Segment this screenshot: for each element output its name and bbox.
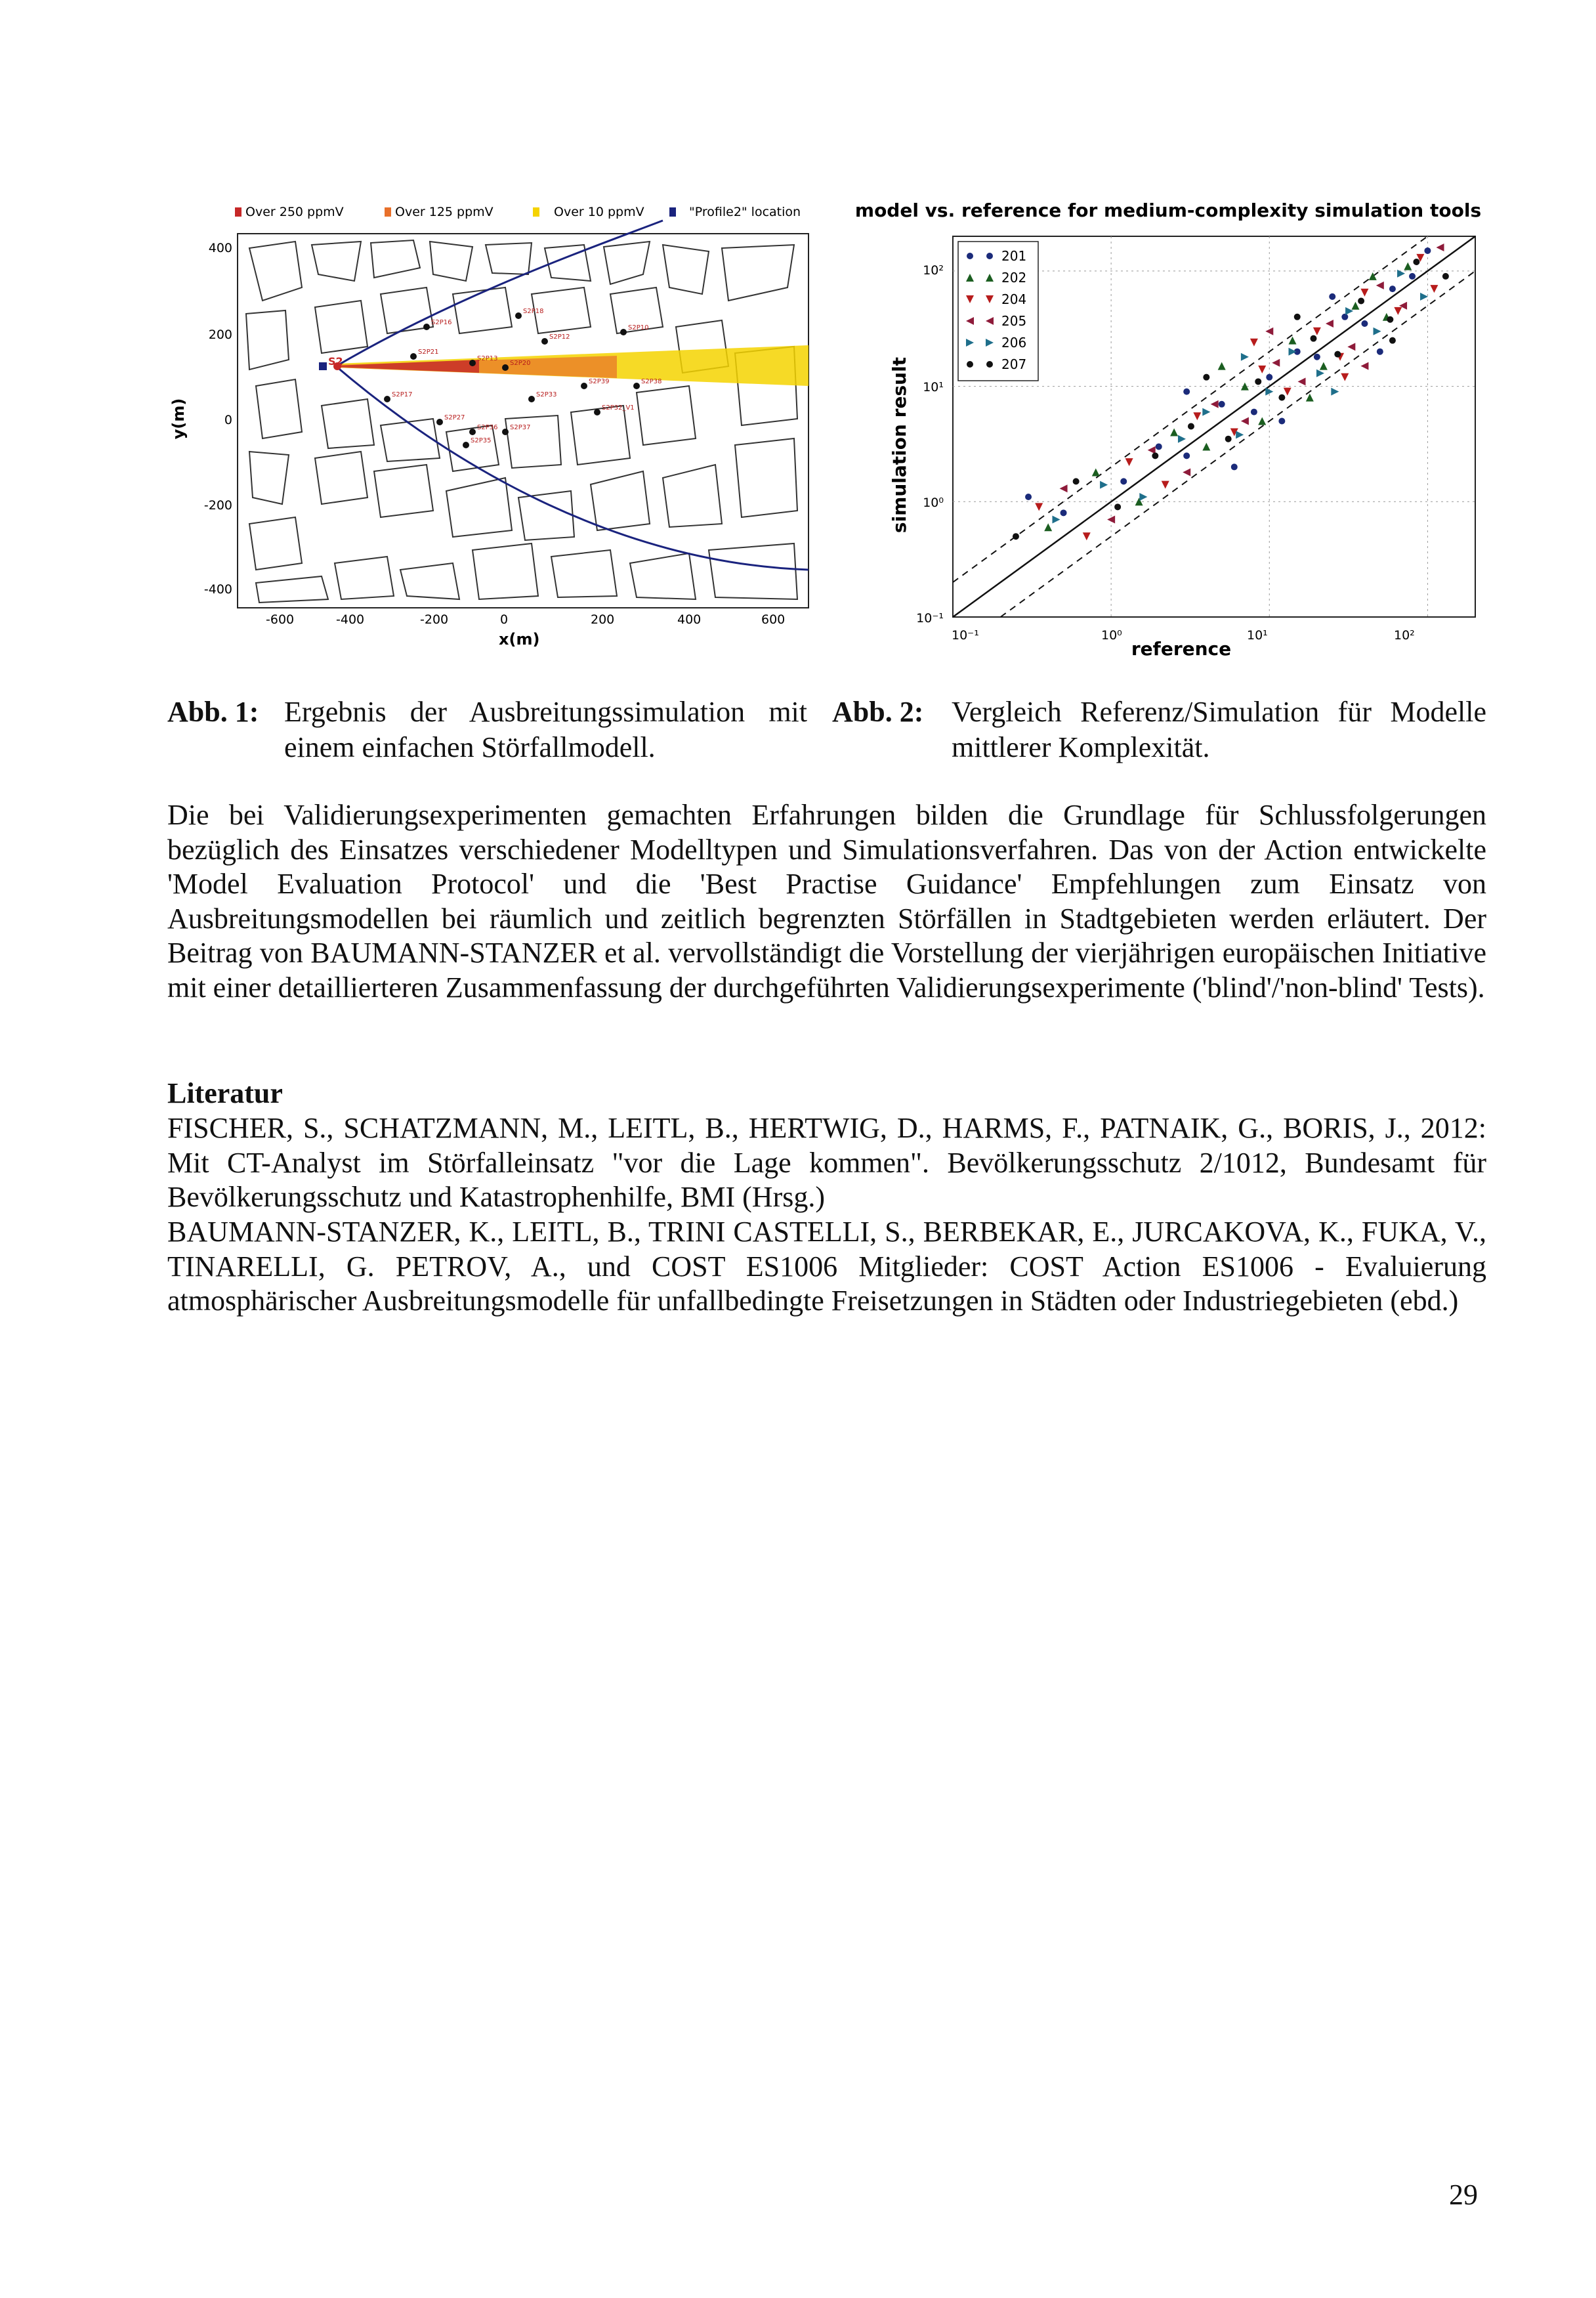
legend-marker — [967, 253, 973, 259]
sensor-label: S2P37 — [510, 424, 531, 431]
data-point-207 — [1310, 335, 1316, 342]
sensor-point — [384, 396, 390, 402]
x-tick: 400 — [677, 612, 702, 627]
caption-label: Abb. 1: — [167, 696, 259, 728]
figure-2-caption — [832, 694, 1486, 773]
sensor-label: S2P33 — [536, 391, 557, 398]
data-point-201 — [1409, 273, 1416, 280]
sensor-point — [436, 419, 443, 425]
x-tick: -400 — [336, 612, 365, 627]
sensor-point — [502, 364, 509, 371]
y-tick: 10⁻¹ — [916, 611, 944, 626]
legend-label: 202 — [1001, 270, 1027, 286]
sensor-label: S2P27 — [444, 414, 465, 421]
sensor-point — [463, 442, 469, 448]
data-point-207 — [1387, 316, 1393, 323]
sensor-label: S2P13 — [477, 355, 498, 362]
fig1-y-axis — [169, 241, 232, 597]
sensor-label: S2P16 — [431, 319, 452, 326]
x-tick: 10⁻¹ — [952, 628, 979, 643]
sensor-label: S2P35 — [471, 437, 492, 444]
legend-label-10: Over 10 ppmV — [554, 205, 644, 219]
data-point-201 — [1183, 389, 1190, 395]
chart-legend — [958, 242, 1038, 381]
data-point-201 — [1377, 349, 1383, 355]
y-tick: -200 — [203, 498, 232, 513]
x-tick: -200 — [420, 612, 449, 627]
data-point-207 — [1114, 503, 1121, 510]
data-point-207 — [1188, 423, 1194, 430]
source-label: S2 — [328, 355, 343, 368]
legend-label: 207 — [1001, 356, 1027, 372]
y-tick: -400 — [203, 582, 232, 597]
sensor-point — [594, 409, 600, 415]
legend-swatch-250 — [235, 207, 242, 217]
data-point-207 — [1442, 273, 1449, 280]
data-point-201 — [1361, 320, 1368, 327]
data-point-201 — [1341, 314, 1348, 320]
y-tick: 400 — [208, 241, 232, 255]
data-point-207 — [1225, 436, 1232, 442]
data-point-201 — [1314, 354, 1320, 360]
sensor-label: S2P10 — [628, 324, 649, 331]
data-point-201 — [1219, 401, 1225, 408]
sensor-label: S2P39 — [589, 378, 610, 385]
data-point-207 — [1203, 374, 1209, 381]
literature-heading: Literatur — [167, 1077, 283, 1109]
y-tick: 10⁰ — [923, 496, 944, 510]
data-point-201 — [1424, 247, 1431, 254]
sensor-point — [515, 312, 522, 319]
data-point-201 — [1120, 478, 1127, 484]
y-tick: 10¹ — [923, 380, 944, 394]
sensor-point — [541, 338, 548, 345]
caption-text: Vergleich Referenz/Simulation für Modelle mittlerer Komplexität. — [952, 696, 1486, 763]
fig1-plot-area — [238, 221, 808, 608]
data-point-201 — [1231, 463, 1238, 470]
figure-1-caption — [167, 694, 807, 773]
sensor-label: S2P38 — [641, 378, 662, 385]
data-point-201 — [1389, 286, 1396, 292]
y-axis-label: simulation result — [889, 356, 910, 534]
legend-label: 205 — [1001, 313, 1027, 329]
data-point-207 — [1278, 394, 1285, 401]
x-tick: 10² — [1394, 628, 1415, 643]
page-number: 29 — [1449, 2179, 1478, 2211]
reference-entry: FISCHER, S., SCHATZMANN, M., LEITL, B., HERTWIG, D., HARMS, F., PATNAIK, G., BORIS, J., 2012: Mit CT-Analyst im Störfalleinsatz "vor die Lage kommen". Bevölkerungsschutz 2/1012, Bundesamt für Bevölkerungsschutz und Katastrophenhilfe, BMI (Hrsg.) — [167, 1112, 1486, 1213]
x-tick: 10⁰ — [1101, 628, 1122, 643]
caption-label: Abb. 2: — [832, 696, 924, 728]
sensor-label: S2P36 — [477, 424, 498, 431]
sensor-label: S2P21 — [418, 349, 439, 356]
data-point-207 — [1073, 478, 1080, 484]
data-point-201 — [1329, 293, 1335, 300]
legend-swatch-10 — [533, 207, 539, 217]
sensor-label: S2P20 — [510, 360, 531, 367]
x-tick: -600 — [266, 612, 295, 627]
x-tick: 10¹ — [1247, 628, 1268, 643]
chart-title: model vs. reference for medium-complexity simulation tools — [854, 200, 1482, 221]
data-point-207 — [1389, 337, 1396, 344]
data-point-207 — [1358, 298, 1364, 305]
sensor-point — [581, 383, 587, 389]
y-tick: 0 — [224, 413, 232, 427]
data-point-201 — [1156, 443, 1162, 450]
data-point-207 — [1413, 259, 1419, 265]
data-point-207 — [1152, 452, 1158, 459]
x-axis-label: x(m) — [499, 630, 540, 649]
sensor-point — [620, 329, 627, 335]
figure-2-scatter-plot — [853, 196, 1483, 681]
sensor-point — [633, 383, 640, 389]
caption-text: Ergebnis der Ausbreitungssimulation mit einem einfachen Störfallmodell. — [284, 696, 807, 763]
sensor-point — [469, 429, 476, 435]
profile2-location-marker — [319, 362, 327, 370]
y-tick: 200 — [208, 328, 232, 342]
y-tick: 10² — [923, 263, 944, 278]
legend-label: 204 — [1001, 291, 1027, 307]
sensor-point — [502, 429, 509, 435]
sensor-point — [410, 353, 417, 360]
data-point-207 — [1334, 351, 1341, 358]
legend-label-250: Over 250 ppmV — [245, 205, 344, 219]
legend-swatch-profile — [669, 207, 676, 217]
x-axis-label: reference — [1131, 638, 1232, 660]
legend-swatch-125 — [385, 207, 391, 217]
legend-label: 201 — [1001, 248, 1027, 264]
sensor-point — [469, 360, 476, 366]
reference-entry: BAUMANN-STANZER, K., LEITL, B., TRINI CASTELLI, S., BERBEKAR, E., JURCAKOVA, K., FUKA, V., TINARELLI, G. PETROV, A., und COST ES1006 Mitglieder: COST Action ES1006 - Evaluierung atmosphärischer Ausbreitungsmodelle für unfallbedingte Freisetzungen in Städten oder Industriegebieten (ebd.) — [167, 1216, 1486, 1317]
data-point-201 — [1183, 452, 1190, 459]
legend-label: 206 — [1001, 335, 1027, 351]
data-point-201 — [1278, 417, 1285, 424]
data-point-201 — [1060, 509, 1067, 516]
y-axis-label: y(m) — [169, 398, 188, 440]
fig1-legend — [235, 205, 801, 219]
data-point-207 — [1255, 378, 1261, 385]
sensor-point — [423, 324, 430, 330]
legend-marker — [986, 361, 993, 368]
sensor-point — [528, 396, 535, 402]
sensor-label: S2P17 — [392, 391, 413, 398]
fig2-y-axis — [889, 263, 944, 626]
sensor-label: S2P12 — [549, 333, 570, 341]
fig2-x-axis — [952, 628, 1415, 660]
fig1-x-axis — [266, 612, 785, 649]
data-point-201 — [1025, 494, 1032, 500]
data-point-207 — [1294, 314, 1301, 320]
data-point-201 — [1266, 374, 1272, 381]
figure-1-dispersion-map — [164, 196, 820, 681]
x-tick: 600 — [761, 612, 786, 627]
data-point-201 — [1251, 409, 1257, 415]
x-tick: 0 — [500, 612, 509, 627]
legend-label-125: Over 125 ppmV — [395, 205, 494, 219]
legend-marker — [986, 253, 993, 259]
legend-label-profile: "Profile2" location — [689, 205, 801, 219]
legend-marker — [967, 361, 973, 368]
data-point-207 — [1013, 533, 1019, 540]
sensor-label: S2P18 — [523, 308, 544, 315]
x-tick: 200 — [591, 612, 615, 627]
body-paragraph: Die bei Validierungsexperimenten gemachten Erfahrungen bilden die Grundlage für Schlussfolgerungen bezüglich des Einsatzes verschiedener Modelltypen und Simulationsverfahren. Das von der Action entwickelte 'Model Evaluation Protocol' und die 'Best Practise Guidance' Empfehlungen zum Einsatz von Ausbreitungsmodellen bei räumlich und zeitlich begrenzten Störfällen in Stadtgebieten werden erläutert. Der Beitrag von BAUMANN-STANZER et al. vervollständigt die Vorstellung der vierjährigen europäischen Initiative mit einer detaillierteren Zusammenfassung der durchgeführten Validierungsexperimente ('blind'/'non-blind' Tests). — [167, 799, 1486, 1004]
sensor-label: S2P32_V1 — [602, 404, 635, 412]
